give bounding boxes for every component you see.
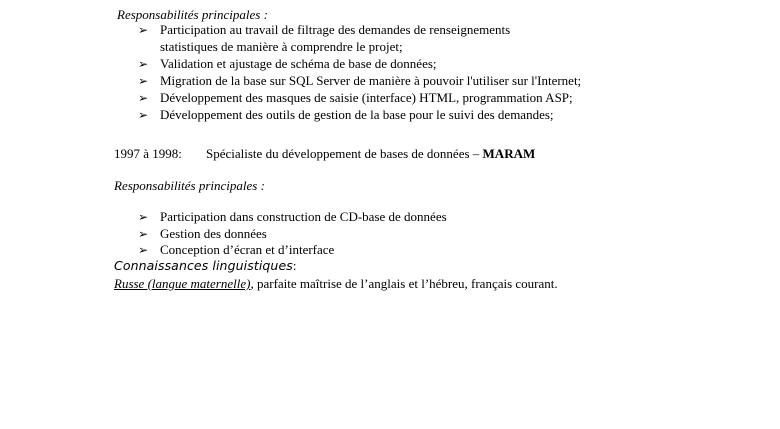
bullet-arrow-icon: ➢	[138, 91, 149, 105]
section1-item-3: Migration de la base sur SQL Server de manière à pouvoir l'utiliser sur l'Internet;	[160, 73, 582, 88]
bullet-arrow-icon: ➢	[138, 57, 149, 71]
section1-heading: Responsabilités principales :	[117, 7, 268, 22]
bullet-arrow-icon: ➢	[138, 243, 149, 257]
section1-item-5: Développement des outils de gestion de la base pour le suivi des demandes;	[160, 107, 554, 122]
job-period: 1997 à 1998:	[114, 146, 182, 161]
languages-heading-colon: :	[292, 258, 297, 273]
languages-heading-line	[114, 258, 296, 274]
section1-item-4: Développement des masques de saisie (interface) HTML, programmation ASP;	[160, 90, 573, 105]
section1-item-2: Validation et ajustage de schéma de base de données;	[160, 56, 437, 71]
section2-item-3: Conception d’écran et d’interface	[160, 242, 335, 257]
bullet-arrow-icon: ➢	[138, 74, 149, 88]
job-title: Spécialiste du développement de bases de données –	[206, 146, 483, 161]
section2-heading: Responsabilités principales :	[114, 178, 265, 193]
section1-item-1-continuation: statistiques de manière à comprendre le projet;	[160, 39, 403, 54]
languages-details: , parfaite maîtrise de l’anglais et l’hébreu, français courant.	[250, 276, 558, 291]
section1-item-1: Participation au travail de filtrage des demandes de renseignements	[160, 22, 511, 37]
bullet-arrow-icon: ➢	[138, 108, 149, 122]
bullet-arrow-icon: ➢	[138, 227, 149, 241]
bullet-arrow-icon: ➢	[138, 23, 149, 37]
section2-item-1: Participation dans construction de CD-base de données	[160, 209, 447, 224]
job-entry	[206, 146, 535, 162]
job-company: MARAM	[482, 146, 536, 161]
languages-heading: Connaissances linguistiques	[114, 258, 293, 273]
bullet-arrow-icon: ➢	[138, 210, 149, 224]
section2-item-2: Gestion des données	[160, 226, 267, 241]
native-language: Russe (langue maternelle)	[114, 276, 251, 291]
languages-text-line	[114, 276, 558, 292]
